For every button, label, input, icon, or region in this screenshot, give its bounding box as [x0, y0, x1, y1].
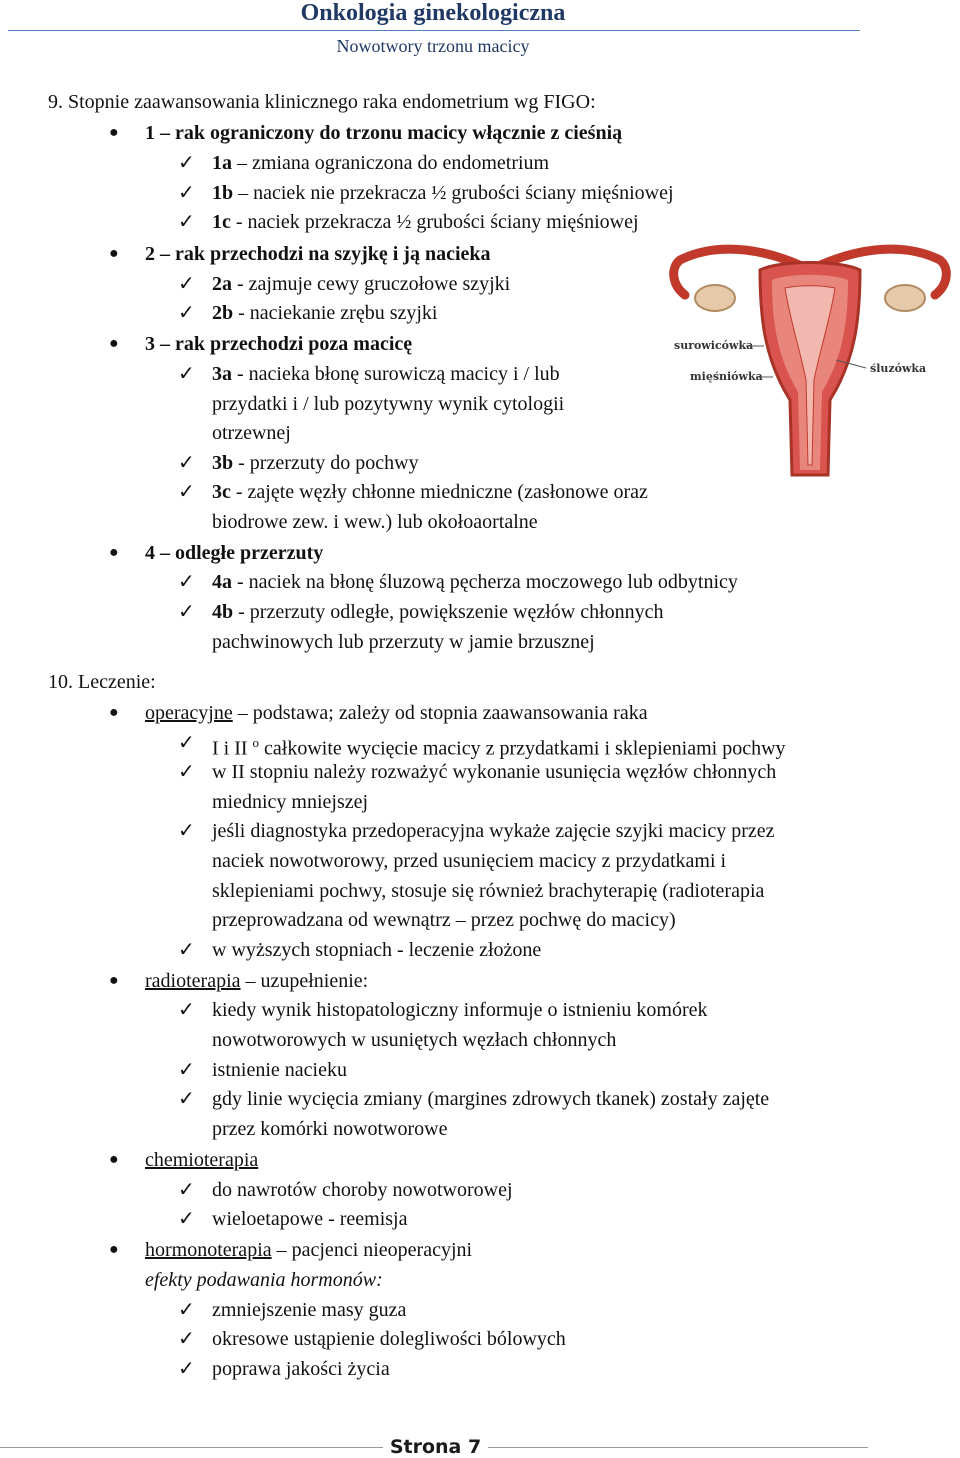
- treatment-hormonotherapy: ● hormonoterapia – pacjenci nieoperacyjni: [145, 1236, 472, 1264]
- stage-2a: ✓ 2a - zajmuje cewy gruczołowe szyjki: [212, 270, 510, 298]
- surgery-item-2: ✓ w II stopniu należy rozważyć wykonanie usunięcia węzłów chłonnych: [212, 758, 776, 786]
- surgery-item-3-line2: naciek nowotworowy, przed usunięciem macicy z przydatkami i: [212, 850, 727, 872]
- surgery-item-3: ✓ jeśli diagnostyka przedoperacyjna wykaże zajęcie szyjki macicy przez: [212, 817, 775, 845]
- stage-4b-line2: pachwinowych lub przerzuty w jamie brzusznej: [212, 631, 595, 653]
- checkmark-icon: ✓: [178, 601, 195, 623]
- radiotherapy-item-3-line2: przez komórki nowotworowe: [212, 1118, 448, 1140]
- checkmark-icon: ✓: [178, 1179, 195, 1201]
- stage-1b: ✓ 1b – naciek nie przekracza ½ grubości ściany mięśniowej: [212, 179, 674, 207]
- hormonotherapy-item-3: ✓ poprawa jakości życia: [212, 1355, 390, 1383]
- checkmark-icon: ✓: [178, 1088, 195, 1110]
- stage-1c: ✓ 1c - naciek przekracza ½ grubości ściany mięśniowej: [212, 208, 639, 236]
- stage-3a: ✓ 3a - nacieka błonę surowiczą macicy i / lub: [212, 360, 560, 388]
- hormonotherapy-effects-label: efekty podawania hormonów:: [145, 1269, 383, 1291]
- checkmark-icon: ✓: [178, 182, 195, 204]
- bullet-icon: ●: [109, 1241, 119, 1258]
- uterus-diagram: [660, 240, 960, 480]
- stage-3a-line2: przydatki i / lub pozytywny wynik cytologii: [212, 393, 565, 415]
- hormonotherapy-item-2: ✓ okresowe ustąpienie dolegliwości bólowych: [212, 1325, 566, 1353]
- checkmark-icon: ✓: [178, 939, 195, 961]
- header-subtitle: Nowotwory trzonu macicy: [336, 36, 530, 56]
- checkmark-icon: ✓: [178, 732, 195, 754]
- checkmark-icon: ✓: [178, 1059, 195, 1081]
- bullet-icon: ●: [109, 544, 119, 561]
- checkmark-icon: ✓: [178, 481, 195, 503]
- radiotherapy-item-2: ✓ istnienie nacieku: [212, 1056, 347, 1084]
- bullet-icon: ●: [109, 972, 119, 989]
- header-rule: [8, 30, 860, 31]
- treatment-surgery: ● operacyjne – podstawa; zależy od stopnia zaawansowania raka: [145, 699, 648, 727]
- bullet-icon: ●: [109, 124, 119, 141]
- checkmark-icon: ✓: [178, 211, 195, 233]
- footer-rule-right: [488, 1447, 868, 1448]
- label-muscle: mięśniówka: [690, 370, 763, 383]
- stage-4a: ✓ 4a - naciek na błonę śluzową pęcherza moczowego lub odbytnicy: [212, 568, 738, 596]
- bullet-icon: ●: [109, 1151, 119, 1168]
- checkmark-icon: ✓: [178, 452, 195, 474]
- checkmark-icon: ✓: [178, 302, 195, 324]
- checkmark-icon: ✓: [178, 1328, 195, 1350]
- bullet-icon: ●: [109, 704, 119, 721]
- surgery-item-1: ✓ I i II $^o$ całkowite wycięcie macicy z przydatkami i sklepieniami pochwy: [212, 729, 786, 763]
- checkmark-icon: ✓: [178, 820, 195, 842]
- surgery-item-3-line4: przeprowadzana od wewnątrz – przez pochwę do macicy): [212, 909, 676, 931]
- bullet-icon: ●: [109, 245, 119, 262]
- checkmark-icon: ✓: [178, 1358, 195, 1380]
- section-9-heading: 9. Stopnie zaawansowania klinicznego raka endometrium wg FIGO:: [48, 91, 596, 113]
- surgery-item-3-line3: sklepieniami pochwy, stosuje się również brachyterapię (radioterapia: [212, 880, 765, 902]
- surgery-item-2-line2: miednicy mniejszej: [212, 791, 369, 813]
- stage-3c: ✓ 3c - zajęte węzły chłonne miedniczne (zasłonowe oraz: [212, 478, 648, 506]
- label-serosa: surowicówka: [674, 339, 754, 352]
- checkmark-icon: ✓: [178, 1208, 195, 1230]
- chemotherapy-item-2: ✓ wieloetapowe - reemisja: [212, 1205, 407, 1233]
- checkmark-icon: ✓: [178, 761, 195, 783]
- stage-3b: ✓ 3b - przerzuty do pochwy: [212, 449, 419, 477]
- stage-3: ● 3 – rak przechodzi poza macicę: [145, 330, 412, 358]
- stage-3a-line3: otrzewnej: [212, 422, 291, 444]
- treatment-chemotherapy: ● chemioterapia: [145, 1146, 258, 1174]
- checkmark-icon: ✓: [178, 363, 195, 385]
- stage-1: ● 1 – rak ograniczony do trzonu macicy włącznie z cieśnią: [145, 119, 622, 147]
- bullet-icon: ●: [109, 335, 119, 352]
- footer-rule-left: [0, 1447, 383, 1448]
- checkmark-icon: ✓: [178, 1299, 195, 1321]
- radiotherapy-item-1-line2: nowotworowych w usuniętych węzłach chłonnych: [212, 1029, 617, 1051]
- stage-4b: ✓ 4b - przerzuty odległe, powiększenie węzłów chłonnych: [212, 598, 664, 626]
- stage-3c-line2: biodrowe zew. i wew.) lub okołoaortalne: [212, 511, 538, 533]
- stage-1a: ✓ 1a – zmiana ograniczona do endometrium: [212, 149, 549, 177]
- checkmark-icon: ✓: [178, 999, 195, 1021]
- chemotherapy-item-1: ✓ do nawrotów choroby nowotworowej: [212, 1176, 513, 1204]
- treatment-radiotherapy: ● radioterapia – uzupełnienie:: [145, 967, 368, 995]
- radiotherapy-item-3: ✓ gdy linie wycięcia zmiany (margines zdrowych tkanek) zostały zajęte: [212, 1085, 769, 1113]
- stage-2b: ✓ 2b - naciekanie zrębu szyjki: [212, 299, 437, 327]
- radiotherapy-item-1: ✓ kiedy wynik histopatologiczny informuje o istnieniu komórek: [212, 996, 707, 1024]
- page-number: Strona 7: [389, 1436, 482, 1458]
- checkmark-icon: ✓: [178, 273, 195, 295]
- hormonotherapy-item-1: ✓ zmniejszenie masy guza: [212, 1296, 406, 1324]
- checkmark-icon: ✓: [178, 152, 195, 174]
- label-mucosa: śluzówka: [870, 362, 927, 375]
- stage-2: ● 2 – rak przechodzi na szyjkę i ją nacieka: [145, 240, 491, 268]
- section-10-heading: 10. Leczenie:: [48, 671, 156, 693]
- stage-4: ● 4 – odległe przerzuty: [145, 539, 323, 567]
- checkmark-icon: ✓: [178, 571, 195, 593]
- surgery-item-4: ✓ w wyższych stopniach - leczenie złożone: [212, 936, 541, 964]
- header-title: Onkologia ginekologiczna: [300, 0, 566, 26]
